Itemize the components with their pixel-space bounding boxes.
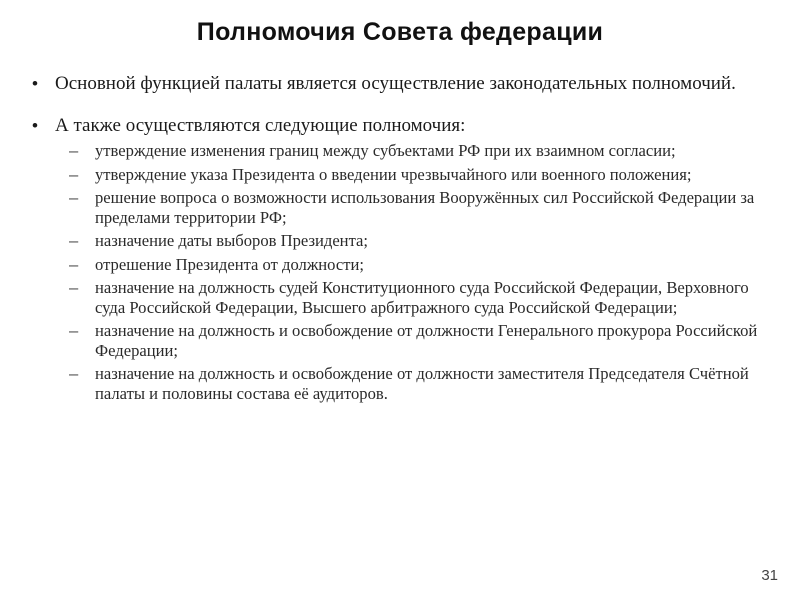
subitem-text: назначение даты выборов Президента; [95,231,368,250]
subitem [32,321,782,360]
subitem [32,278,782,317]
dash-marker: – [69,231,79,250]
subitem-text: назначение на должность судей Конституционного суда Российской Федерации, Верховного суда Российской Федерации, Высшего арбитражного суда Российской Федерации; [95,278,749,317]
subitem [32,255,782,275]
dash-marker: – [69,254,79,274]
subitem-text: назначение на должность и освобождение от должности Генерального прокурора Российской Федерации; [95,321,758,360]
dash-marker: – [69,278,79,297]
dash-marker: – [69,164,79,184]
subitem-list [32,141,782,403]
slide-title: Полномочия Совета федерации [196,18,604,46]
slide-content [32,73,782,407]
bullet-marker: • [32,74,38,93]
subitem [32,188,782,227]
subitem [32,165,782,185]
bullet-text: Основной функцией палаты является осуществление законодательных полномочий. [55,73,736,94]
bullet-item [32,115,782,137]
page-number: 31 [761,567,778,584]
dash-marker: – [69,321,79,340]
bullet-marker: • [32,116,38,135]
subitem-text: отрешение Президента от должности; [95,254,364,274]
subitem-text: утверждение указа Президента о введении чрезвычайного или военного положения; [95,164,692,184]
subitem-text: решение вопроса о возможности использования Вооружённых сил Российской Федерации за пределами территории РФ; [95,188,755,227]
dash-marker: – [69,141,79,160]
subitem-text: назначение на должность и освобождение от должности заместителя Председателя Счётной палаты и половины состава её аудиторов. [95,364,749,403]
dash-marker: – [69,188,79,207]
subitem [32,231,782,251]
subitem [32,141,782,161]
subitem [32,364,782,403]
subitem-text: утверждение изменения границ между субъектами РФ при их взаимном согласии; [95,141,676,160]
bullet-text: А также осуществляются следующие полномочия: [55,115,466,136]
bullet-item [32,73,782,95]
dash-marker: – [69,364,79,383]
